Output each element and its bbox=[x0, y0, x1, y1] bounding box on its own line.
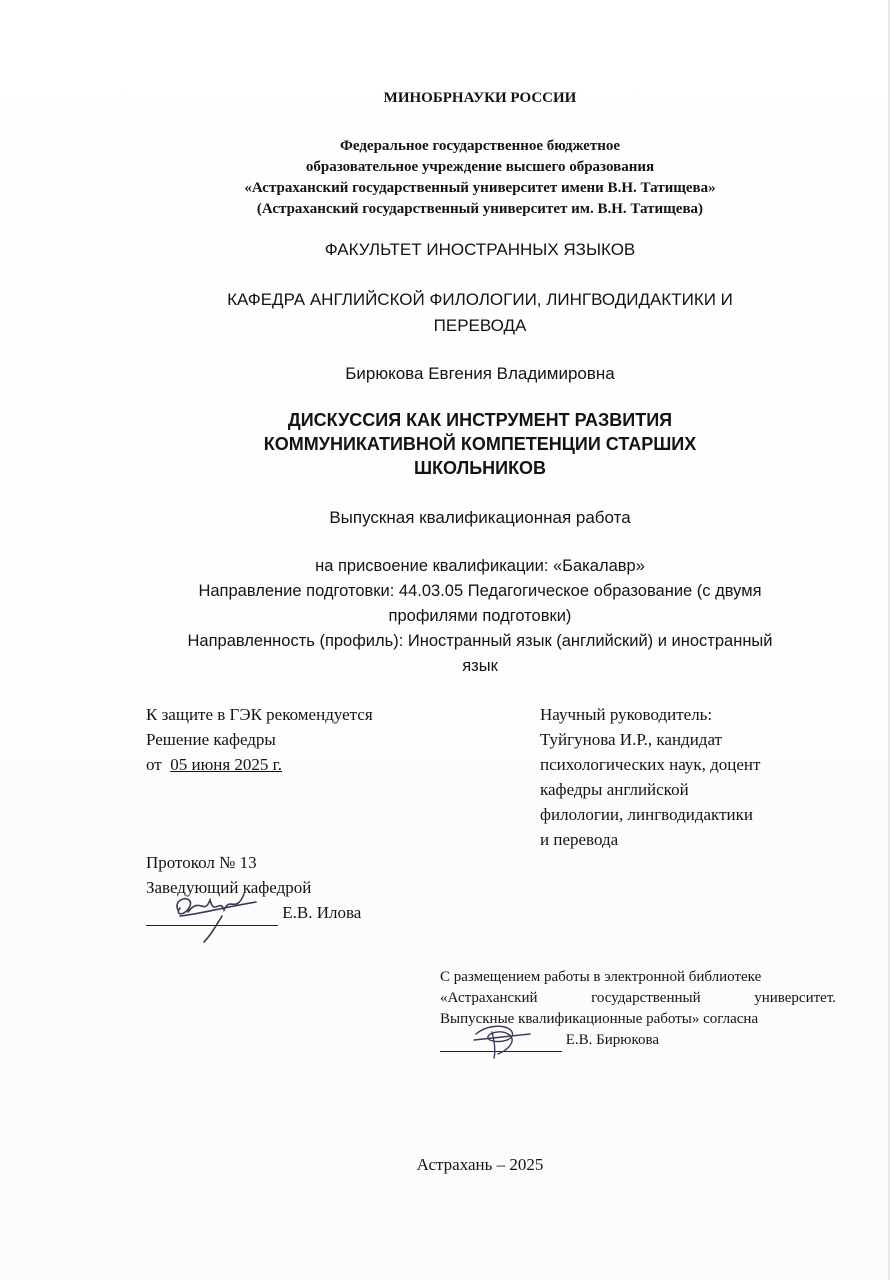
decision-date: 05 июня 2025 г. bbox=[170, 755, 282, 774]
consent-block bbox=[440, 967, 836, 1052]
work-type: Выпускная квалификационная работа bbox=[329, 508, 631, 527]
protocol-block bbox=[146, 850, 446, 926]
consent-line: Выпускные квалификационные работы» согласна bbox=[440, 1011, 759, 1027]
supervisor-line: кафедры английской bbox=[540, 780, 689, 799]
consent-signature-row bbox=[440, 1030, 836, 1052]
consent-name: Е.В. Бирюкова bbox=[565, 1032, 660, 1048]
supervisor-line: филологии, лингводидактики bbox=[540, 805, 753, 824]
supervisor-block bbox=[540, 702, 840, 852]
decision-text: Решение кафедры bbox=[146, 730, 276, 749]
ministry-heading: МИНОБРНАУКИ РОССИИ bbox=[383, 90, 577, 106]
city-year: Астрахань – 2025 bbox=[416, 1155, 544, 1174]
consent-line: С размещением работы в электронной библиотеке bbox=[440, 969, 762, 985]
protocol-number: Протокол № 13 bbox=[146, 853, 257, 872]
signature-line bbox=[440, 1030, 562, 1052]
qualification-info bbox=[0, 554, 890, 679]
signature-line bbox=[146, 900, 278, 926]
institution-line: Федеральное государственное бюджетное bbox=[339, 138, 621, 154]
title-line: ДИСКУССИЯ КАК ИНСТРУМЕНТ РАЗВИТИЯ bbox=[287, 410, 673, 430]
defense-recommendation bbox=[146, 702, 486, 777]
title-line: КОММУНИКАТИВНОЙ КОМПЕТЕНЦИИ СТАРШИХ bbox=[263, 434, 697, 454]
title-line: ШКОЛЬНИКОВ bbox=[413, 458, 547, 478]
qualification-line: язык bbox=[462, 657, 498, 675]
qualification-line: на присвоение квалификации: «Бакалавр» bbox=[315, 557, 645, 575]
faculty-name: ФАКУЛЬТЕТ ИНОСТРАННЫХ ЯЗЫКОВ bbox=[324, 240, 636, 259]
head-signature-row bbox=[146, 900, 446, 926]
head-label: Заведующий кафедрой bbox=[146, 878, 312, 897]
institution-line: образовательное учреждение высшего образования bbox=[305, 159, 655, 175]
date-prefix: от bbox=[146, 755, 162, 774]
decision-date-row bbox=[146, 752, 486, 777]
institution-line: «Астраханский государственный университет имени В.Н. Татищева» bbox=[244, 180, 716, 196]
author-name: Бирюкова Евгения Владимировна bbox=[345, 364, 615, 383]
head-signature bbox=[160, 886, 270, 944]
supervisor-line: Туйгунова И.Р., кандидат bbox=[540, 730, 722, 749]
supervisor-line: психологических наук, доцент bbox=[540, 755, 761, 774]
qualification-line: профилями подготовки) bbox=[388, 607, 572, 625]
supervisor-line: и перевода bbox=[540, 830, 619, 849]
author-signature bbox=[468, 1020, 538, 1060]
institution-name bbox=[0, 136, 890, 220]
supervisor-label: Научный руководитель: bbox=[540, 705, 713, 724]
recommended-text: К защите в ГЭК рекомендуется bbox=[146, 705, 373, 724]
department-line: КАФЕДРА АНГЛИЙСКОЙ ФИЛОЛОГИИ, ЛИНГВОДИДАКТИКИ И bbox=[227, 290, 733, 309]
head-name: Е.В. Илова bbox=[282, 903, 362, 922]
institution-line: (Астраханский государственный университет им. В.Н. Татищева) bbox=[256, 201, 704, 217]
department-line: ПЕРЕВОДА bbox=[433, 316, 527, 335]
consent-line: «Астраханский государственный университет. bbox=[440, 990, 836, 1006]
qualification-line: Направленность (профиль): Иностранный язык (английский) и иностранный bbox=[187, 632, 773, 650]
department-name bbox=[0, 287, 890, 339]
qualification-line: Направление подготовки: 44.03.05 Педагогическое образование (с двумя bbox=[198, 582, 762, 600]
thesis-title bbox=[0, 408, 890, 480]
